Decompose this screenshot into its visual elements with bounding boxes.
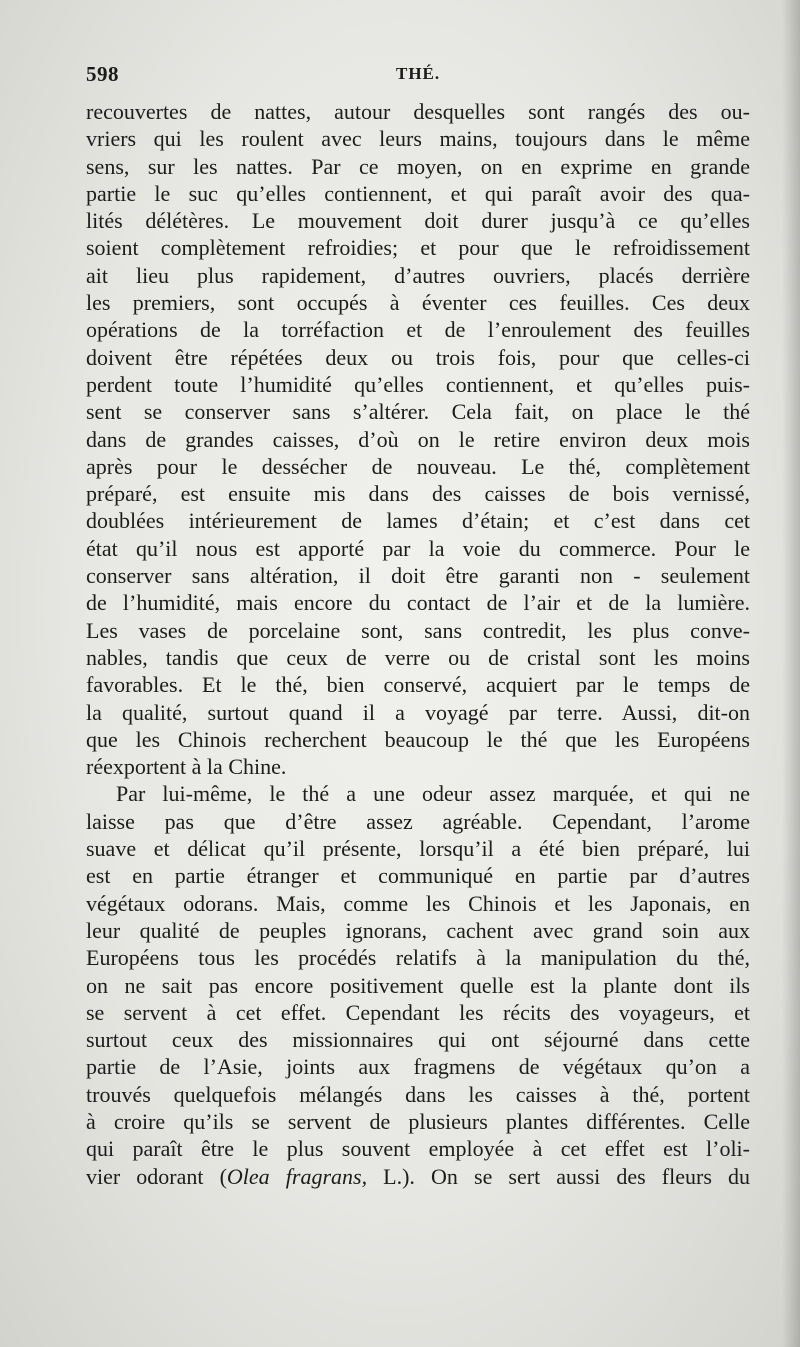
paragraph-end-line: réexportent à la Chine.: [86, 754, 287, 780]
body-text: [86, 98, 750, 1190]
text-line: opérations de la torréfaction et de l’enroulement des feuilles: [86, 317, 750, 343]
text-line: doublées intérieurement de lames d’étain; et c’est dans cet: [86, 508, 750, 534]
text-line: laisse pas que d’être assez agréable. Cependant, l’arome: [86, 808, 750, 834]
page-number: 598: [86, 62, 119, 86]
text-line: les premiers, sont occupés à éventer ces feuilles. Ces deux: [86, 290, 750, 316]
text-line: partie de l’Asie, joints aux fragmens de végétaux qu’on a: [86, 1054, 750, 1080]
text-line: dans de grandes caisses, d’où on le retire environ deux mois: [86, 426, 750, 452]
species-name: Olea fragrans,: [226, 1163, 368, 1189]
text-line: se servent à cet effet. Cependant les récits des voyageurs, et: [86, 999, 750, 1025]
text-line: qui paraît être le plus souvent employée à cet effet est l’oli-: [86, 1136, 750, 1162]
text-line: Européens tous les procédés relatifs à la manipulation du thé,: [86, 945, 750, 971]
final-line-start: vier odorant (: [86, 1163, 227, 1189]
text-line: favorables. Et le thé, bien conservé, acquiert par le temps de: [86, 672, 750, 698]
text-line: sens, sur les nattes. Par ce moyen, on en exprime en grande: [86, 153, 750, 179]
text-line: nables, tandis que ceux de verre ou de cristal sont les moins: [86, 644, 750, 670]
text-line: sent se conserver sans s’altérer. Cela fait, on place le thé: [86, 399, 750, 425]
text-line: Les vases de porcelaine sont, sans contredit, les plus conve-: [86, 617, 750, 643]
text-line: végétaux odorans. Mais, comme les Chinois et les Japonais, en: [86, 890, 750, 916]
text-line: état qu’il nous est apporté par la voie du commerce. Pour le: [86, 535, 750, 561]
page-header: [86, 62, 750, 92]
page-gutter-shadow: [782, 0, 800, 1347]
final-line-end: L.). On se sert aussi des fleurs du: [367, 1163, 750, 1189]
text-line: on ne sait pas encore positivement quelle est la plante dont ils: [86, 972, 750, 998]
text-line: doivent être répétées deux ou trois fois, pour que celles-ci: [86, 344, 750, 370]
text-line: trouvés quelquefois mélangés dans les caisses à thé, portent: [86, 1081, 750, 1107]
text-line: partie le suc qu’elles contiennent, et qui paraît avoir des qua-: [86, 180, 750, 206]
text-line: soient complètement refroidies; et pour que le refroidissement: [86, 235, 750, 261]
text-line: de l’humidité, mais encore du contact de l’air et de la lumière.: [86, 590, 750, 616]
text-line: conserver sans altération, il doit être garanti non - seulement: [86, 563, 750, 589]
text-line: recouvertes de nattes, autour desquelles sont rangés des ou-: [86, 99, 750, 124]
text-line: ait lieu plus rapidement, d’autres ouvriers, placés derrière: [86, 262, 750, 288]
text-line: leur qualité de peuples ignorans, cachent avec grand soin aux: [86, 917, 750, 943]
text-line: surtout ceux des missionnaires qui ont séjourné dans cette: [86, 1027, 750, 1053]
text-line: préparé, est ensuite mis dans des caisses de bois vernissé,: [86, 481, 750, 507]
text-line: est en partie étranger et communiqué en partie par d’autres: [86, 863, 750, 889]
text-line: vriers qui les roulent avec leurs mains, toujours dans le même: [86, 126, 750, 152]
final-text-line: [86, 1163, 750, 1190]
text-line: lités délétères. Le mouvement doit durer jusqu’à ce qu’elles: [86, 208, 750, 234]
text-line: que les Chinois recherchent beaucoup le thé que les Européens: [86, 726, 750, 752]
text-line: à croire qu’ils se servent de plusieurs plantes différentes. Celle: [86, 1108, 750, 1134]
text-line: après pour le dessécher de nouveau. Le thé, complètement: [86, 453, 750, 479]
text-line: perdent toute l’humidité qu’elles contiennent, et qu’elles puis-: [86, 371, 750, 397]
paragraph-start-line: Par lui-même, le thé a une odeur assez marquée, et qui ne: [116, 781, 750, 807]
running-head: THÉ.: [396, 64, 441, 83]
text-line: la qualité, surtout quand il a voyagé par terre. Aussi, dit-on: [86, 699, 750, 725]
text-line: suave et délicat qu’il présente, lorsqu’il a été bien préparé, lui: [86, 836, 750, 862]
